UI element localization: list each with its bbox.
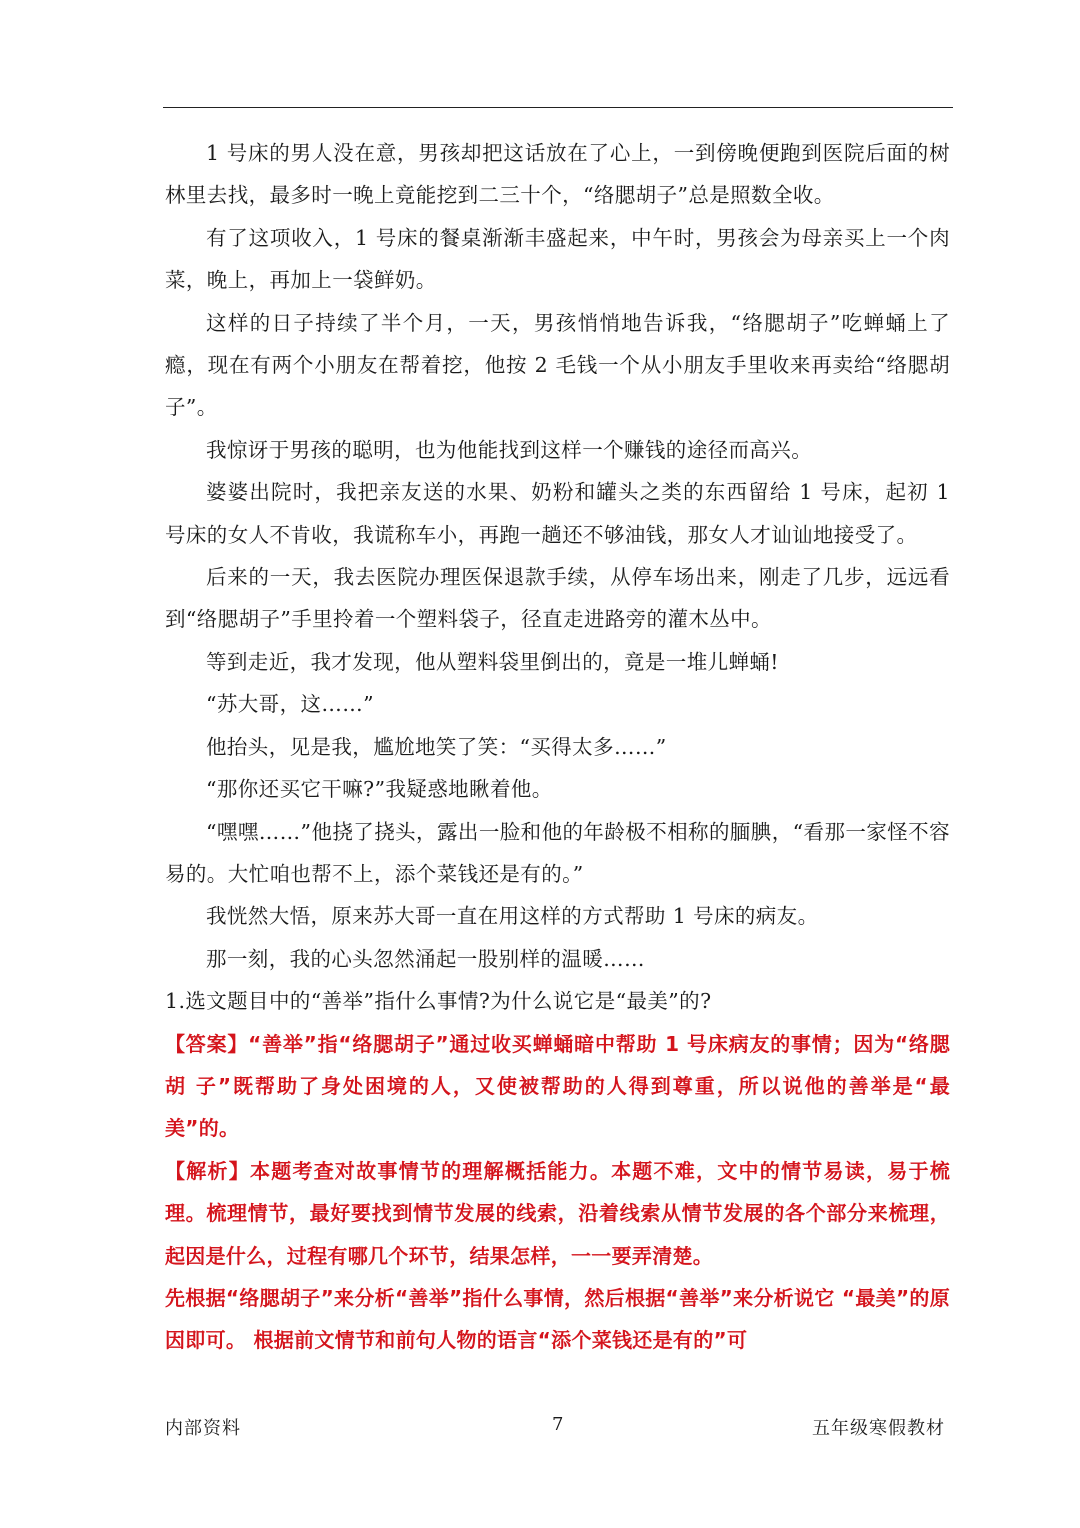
story-paragraph: 后来的一天，我去医院办理医保退款手续，从停车场出来，刚走了几步，远远看到“络腮胡子”手里拎着一个塑料袋子，径直走进路旁的灌木丛中。 (165, 565, 950, 632)
analysis-block: 先根据“络腮胡子”来分析“善举”指什么事情，然后根据“善举”来分析说它 “最美”的原因即可。 根据前文情节和前句人物的语言“添个菜钱还是有的”可 (165, 1285, 950, 1353)
footer-label-internal: 内部资料 (165, 1418, 241, 1439)
story-paragraph: 这样的日子持续了半个月，一天，男孩悄悄地告诉我，“络腮胡子”吃蝉蛹上了瘾，现在有两个小朋友在帮着挖，他按 2 毛钱一个从小朋友手里收来再卖给“络腮胡子”。 (165, 310, 950, 420)
story-paragraph: 他抬头，见是我，尴尬地笑了笑：“买得太多……” (206, 734, 667, 759)
story-paragraph: 那一刻，我的心头忽然涌起一股别样的温暖…… (206, 946, 645, 971)
page-body (165, 132, 950, 1362)
analysis-block: 【解析】本题考查对故事情节的理解概括能力。本题不难，文中的情节易读，易于梳理。梳理情节，最好要找到情节发展的线索，沿着线索从情节发展的各个部分来梳理，起因是什么，过程有哪几个环节，结果怎样，一一要弄清楚。 (165, 1158, 950, 1268)
story-paragraph: “苏大哥，这……” (206, 692, 375, 717)
story-paragraph: “那你还买它干嘛?”我疑惑地瞅着他。 (206, 777, 553, 802)
footer-label-textbook: 五年级寒假教材 (812, 1418, 945, 1439)
story-paragraph: 我惊讶于男孩的聪明，也为他能找到这样一个赚钱的途径而高兴。 (206, 437, 813, 462)
story-paragraph: 我恍然大悟，原来苏大哥一直在用这样的方式帮助 1 号床的病友。 (206, 904, 819, 929)
answer-block: 【答案】“善举”指“络腮胡子”通过收买蝉蛹暗中帮助 1 号床病友的事情；因为“络腮胡 子”既帮助了身处困境的人，又使被帮助的人得到尊重，所以说他的善举是“最 美”的。 (165, 1031, 950, 1141)
question-1: 1.选文题目中的“善举”指什么事情?为什么说它是“最美”的? (165, 989, 712, 1014)
page-number: 7 (552, 1414, 565, 1435)
story-paragraph: 婆婆出院时，我把亲友送的水果、奶粉和罐头之类的东西留给 1 号床，起初 1 号床的女人不肯收，我谎称车小，再跑一趟还不够油钱，那女人才讪讪地接受了。 (165, 480, 950, 547)
story-paragraph: 1 号床的男人没在意，男孩却把这话放在了心上，一到傍晚便跑到医院后面的树林里去找，最多时一晚上竟能挖到二三十个，“络腮胡子”总是照数全收。 (165, 141, 950, 208)
page-footer (0, 1414, 1080, 1444)
story-paragraph: “嘿嘿……”他挠了挠头，露出一脸和他的年龄极不相称的腼腆，“看那一家怪不容易的。大忙咱也帮不上，添个菜钱还是有的。” (165, 819, 950, 886)
story-paragraph: 有了这项收入，1 号床的餐桌渐渐丰盛起来，中午时，男孩会为母亲买上一个肉菜，晚上，再加上一袋鲜奶。 (165, 225, 950, 293)
header-rule (163, 107, 953, 108)
story-paragraph: 等到走近，我才发现，他从塑料袋里倒出的，竟是一堆儿蝉蛹! (206, 649, 779, 674)
